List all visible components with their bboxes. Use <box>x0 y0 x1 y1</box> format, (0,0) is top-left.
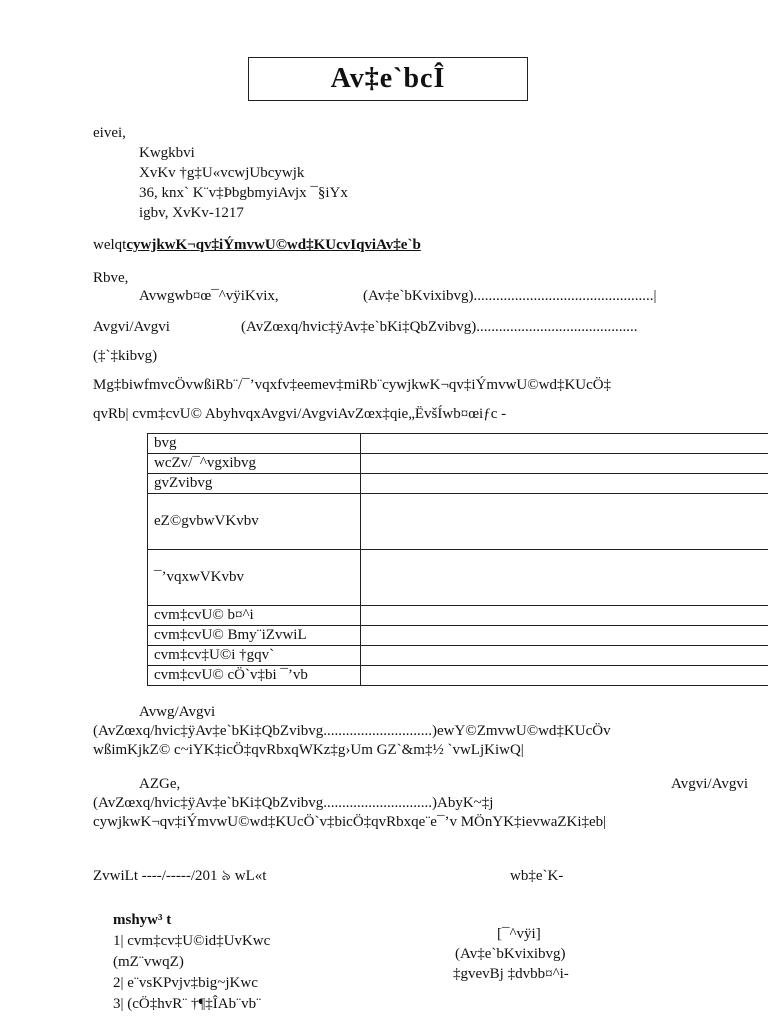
address-line: igbv, XvKv-1217 <box>139 205 244 221</box>
relation-name-blank: (AvZœxq/hvic‡ÿAv‡e`bKi‡QbZvibvg)........................................... <box>241 319 638 335</box>
table-row-value[interactable] <box>361 434 768 454</box>
country-line: (‡`‡kibvg) <box>93 348 158 364</box>
table-row-label: gvZvibvg <box>148 474 361 494</box>
attachment-item: 2| e¨vsKPvjv‡big~jKwc <box>113 975 258 991</box>
para2-opening: AZGe, <box>139 776 181 792</box>
table-row-value[interactable] <box>361 454 768 474</box>
greeting: Rbve, <box>93 270 129 286</box>
table-row-value[interactable] <box>361 646 768 666</box>
table-row-label: bvg <box>148 434 361 454</box>
body-text-line: Mg‡biwfmvcÖvwßiRb¨/¯’vqxfv‡eemev‡miRb¨cywjkwK¬qv‡iÝmvwU©wd‡KUcÖ‡ <box>93 377 612 393</box>
info-table <box>147 433 768 686</box>
signature-name: (Av‡e`bKvixibvg) <box>455 946 566 962</box>
table-row-label: ¯’vqxwVKvbv <box>148 550 361 606</box>
attachment-item: 3| (cÖ‡hvR¨ †¶‡ÎAb¨vb¨ <box>113 996 262 1012</box>
table-row-value[interactable] <box>361 666 768 686</box>
signature-phone: ‡gvevBj ‡dvbb¤^i- <box>453 966 569 982</box>
para1-line: Avwg/Avgvi <box>139 704 216 720</box>
attachment-item: 1| cvm‡cv‡U©id‡UvKwc <box>113 933 271 949</box>
table-row <box>148 494 768 550</box>
table-row-label: cvm‡cvU© b¤^i <box>148 606 361 626</box>
attachments-heading: mshyw³ t <box>113 912 172 928</box>
para2-line: (AvZœxq/hvic‡ÿAv‡e`bKi‡QbZvibvg.............................)AbyK~‡j <box>93 795 494 811</box>
table-row-label: cvm‡cv‡U©i †gqv` <box>148 646 361 666</box>
table-row-value[interactable] <box>361 626 768 646</box>
title-box <box>248 57 528 101</box>
table-row-value[interactable] <box>361 474 768 494</box>
para2-line: cywjkwK¬qv‡iÝmvwU©wd‡KUcÖ`v‡bicÖ‡qvRbxqe¨e¯’v MÖnYK‡ievwaZKi‡eb| <box>93 814 607 830</box>
table-row <box>148 626 768 646</box>
subject-label: welqt <box>93 237 127 253</box>
document-title: Av‡e`bcÎ <box>330 63 446 94</box>
applicant-label: Avwgwb¤œ¯^vÿiKvix, <box>139 288 279 304</box>
table-row <box>148 646 768 666</box>
table-row-value[interactable] <box>361 606 768 626</box>
address-line: 36, knx` K¨v‡ÞbgbmyiAvjx ¯§iYx <box>139 185 348 201</box>
address-line: XvKv †g‡U«vcwjUbcywjk <box>139 165 305 181</box>
signature-line: [¯^vÿi] <box>497 926 541 942</box>
date-line: ZvwiLt ----/-----/201 ৯ wL«t <box>93 868 267 884</box>
para1-line: (AvZœxq/hvic‡ÿAv‡e`bKi‡QbZvibvg.............................)ewY©ZmvwU©wd‡KUcÖv <box>93 723 611 739</box>
salutation: eivei, <box>93 125 126 141</box>
table-row-value[interactable] <box>361 494 768 550</box>
table-row-label: wcZv/¯^vgxibvg <box>148 454 361 474</box>
subject-line <box>93 235 421 255</box>
relation-label: Avgvi/Avgvi <box>93 319 170 335</box>
table-row-value[interactable] <box>361 550 768 606</box>
para2-opening-right: Avgvi/Avgvi <box>671 776 748 792</box>
table-row <box>148 666 768 686</box>
table-row <box>148 474 768 494</box>
table-row <box>148 434 768 454</box>
table-row <box>148 454 768 474</box>
para1-line: wßimKjkZ© c~iYK‡icÖ‡qvRbxqWKz‡g›Um GZ`&m‡½ `vwLjKiwQ| <box>93 742 524 758</box>
subject-text: cywjkwK¬qv‡iÝmvwU©wd‡KUcvIqviAv‡e`b <box>126 237 421 253</box>
table-row <box>148 550 768 606</box>
table-row-label: cvm‡cvU© Bmy¨iZvwiL <box>148 626 361 646</box>
address-line: Kwgkbvi <box>139 145 195 161</box>
attachment-item: (mZ¨vwqZ) <box>113 954 184 970</box>
body-text-line: qvRb| cvm‡cvU© AbyhvqxAvgvi/AvgviAvZœx‡qie„ËvšÍwb¤œiƒc - <box>93 406 507 422</box>
table-row-label: cvm‡cvU© cÖ`v‡bi ¯’vb <box>148 666 361 686</box>
signer-label: wb‡e`K- <box>510 868 564 884</box>
applicant-name-blank: (Av‡e`bKvixibvg)................................................| <box>363 288 657 304</box>
table-row-label: eZ©gvbwVKvbv <box>148 494 361 550</box>
table-row <box>148 606 768 626</box>
